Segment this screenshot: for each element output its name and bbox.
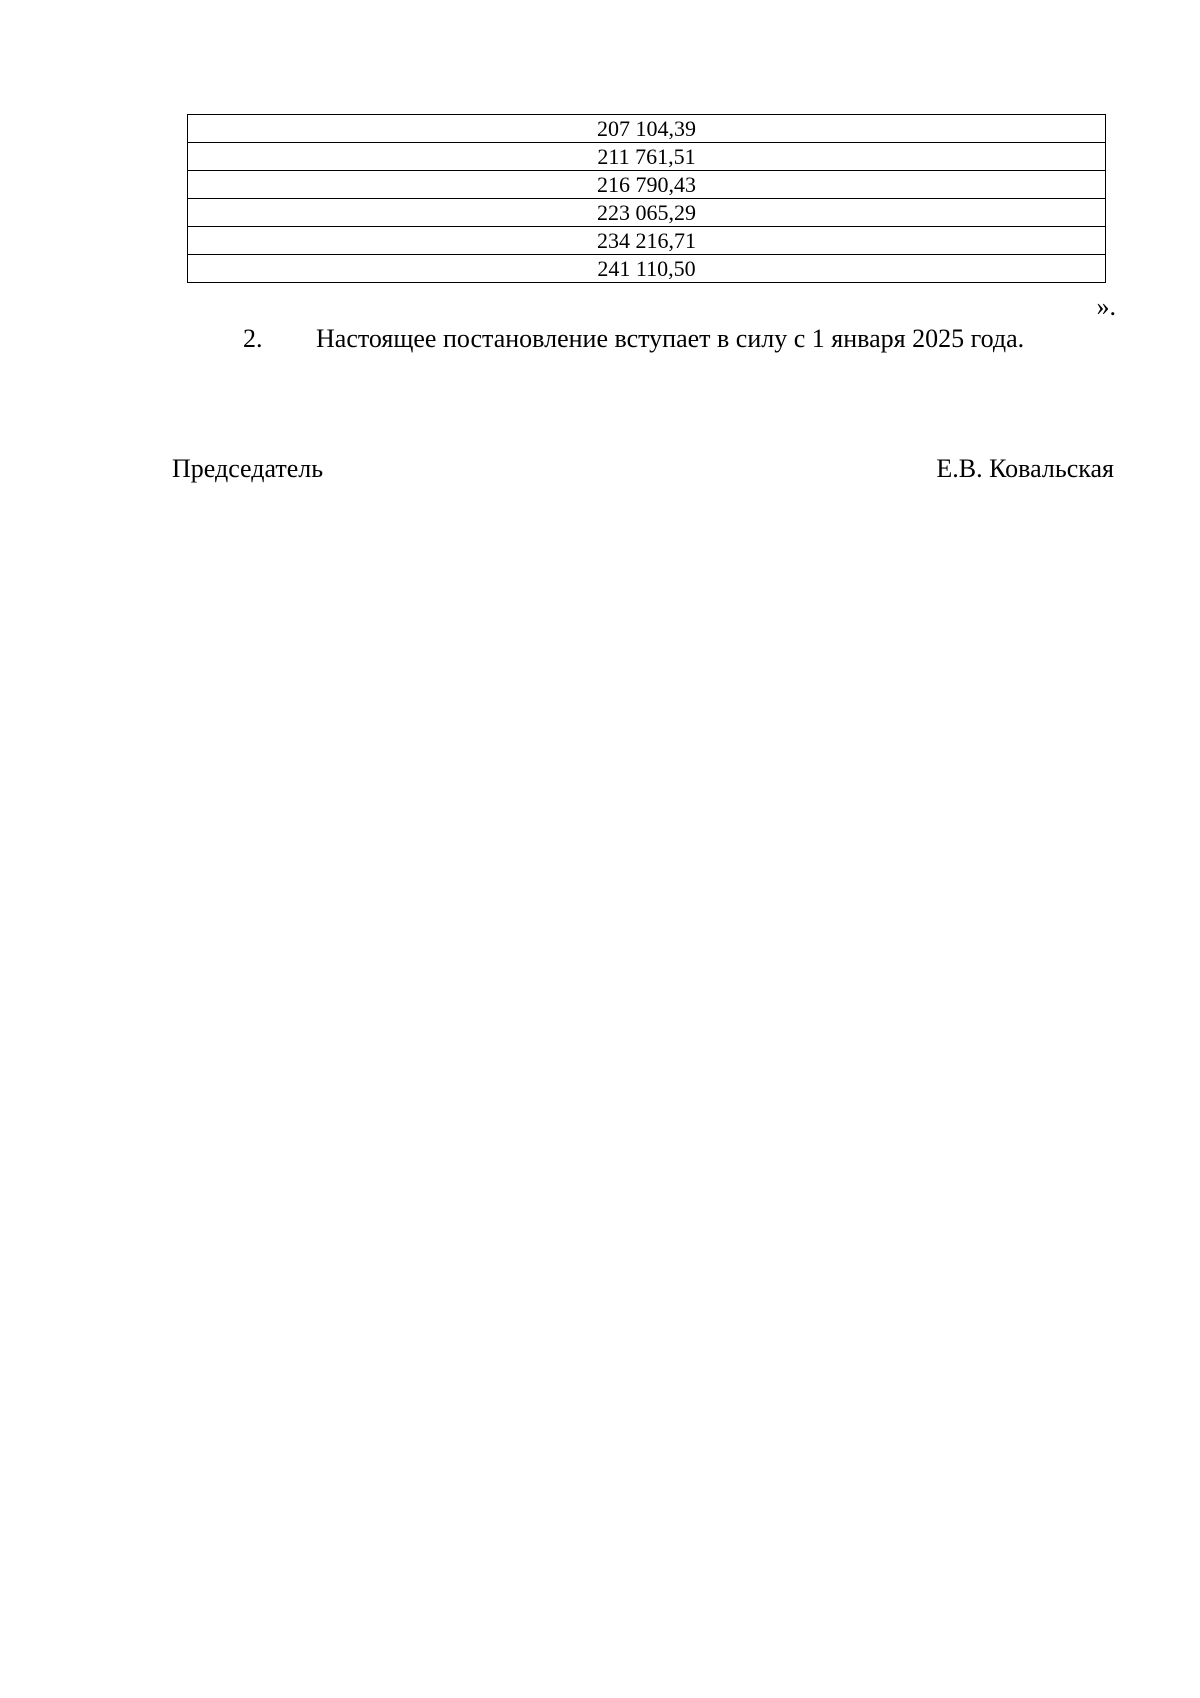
table-cell-value: 207 104,39 xyxy=(188,115,1106,143)
signer-name: Е.В. Ковальская xyxy=(936,454,1114,483)
table-row xyxy=(188,199,1106,227)
table-row xyxy=(188,115,1106,143)
table-row xyxy=(188,171,1106,199)
table-row xyxy=(188,255,1106,283)
table-cell-value: 216 790,43 xyxy=(188,171,1106,199)
table-cell-value: 234 216,71 xyxy=(188,227,1106,255)
values-table xyxy=(187,114,1106,283)
table-cell-value: 211 761,51 xyxy=(188,143,1106,171)
clause-number: 2. xyxy=(243,324,263,353)
clause-text: Настоящее постановление вступает в силу с 1 января 2025 года. xyxy=(316,324,1025,353)
closing-quote: ». xyxy=(1096,292,1116,321)
table-cell-value: 223 065,29 xyxy=(188,199,1106,227)
table-row xyxy=(188,143,1106,171)
table-cell-value: 241 110,50 xyxy=(188,255,1106,283)
signer-title: Председатель xyxy=(172,454,324,483)
table-row xyxy=(188,227,1106,255)
clause-paragraph xyxy=(243,322,1024,356)
